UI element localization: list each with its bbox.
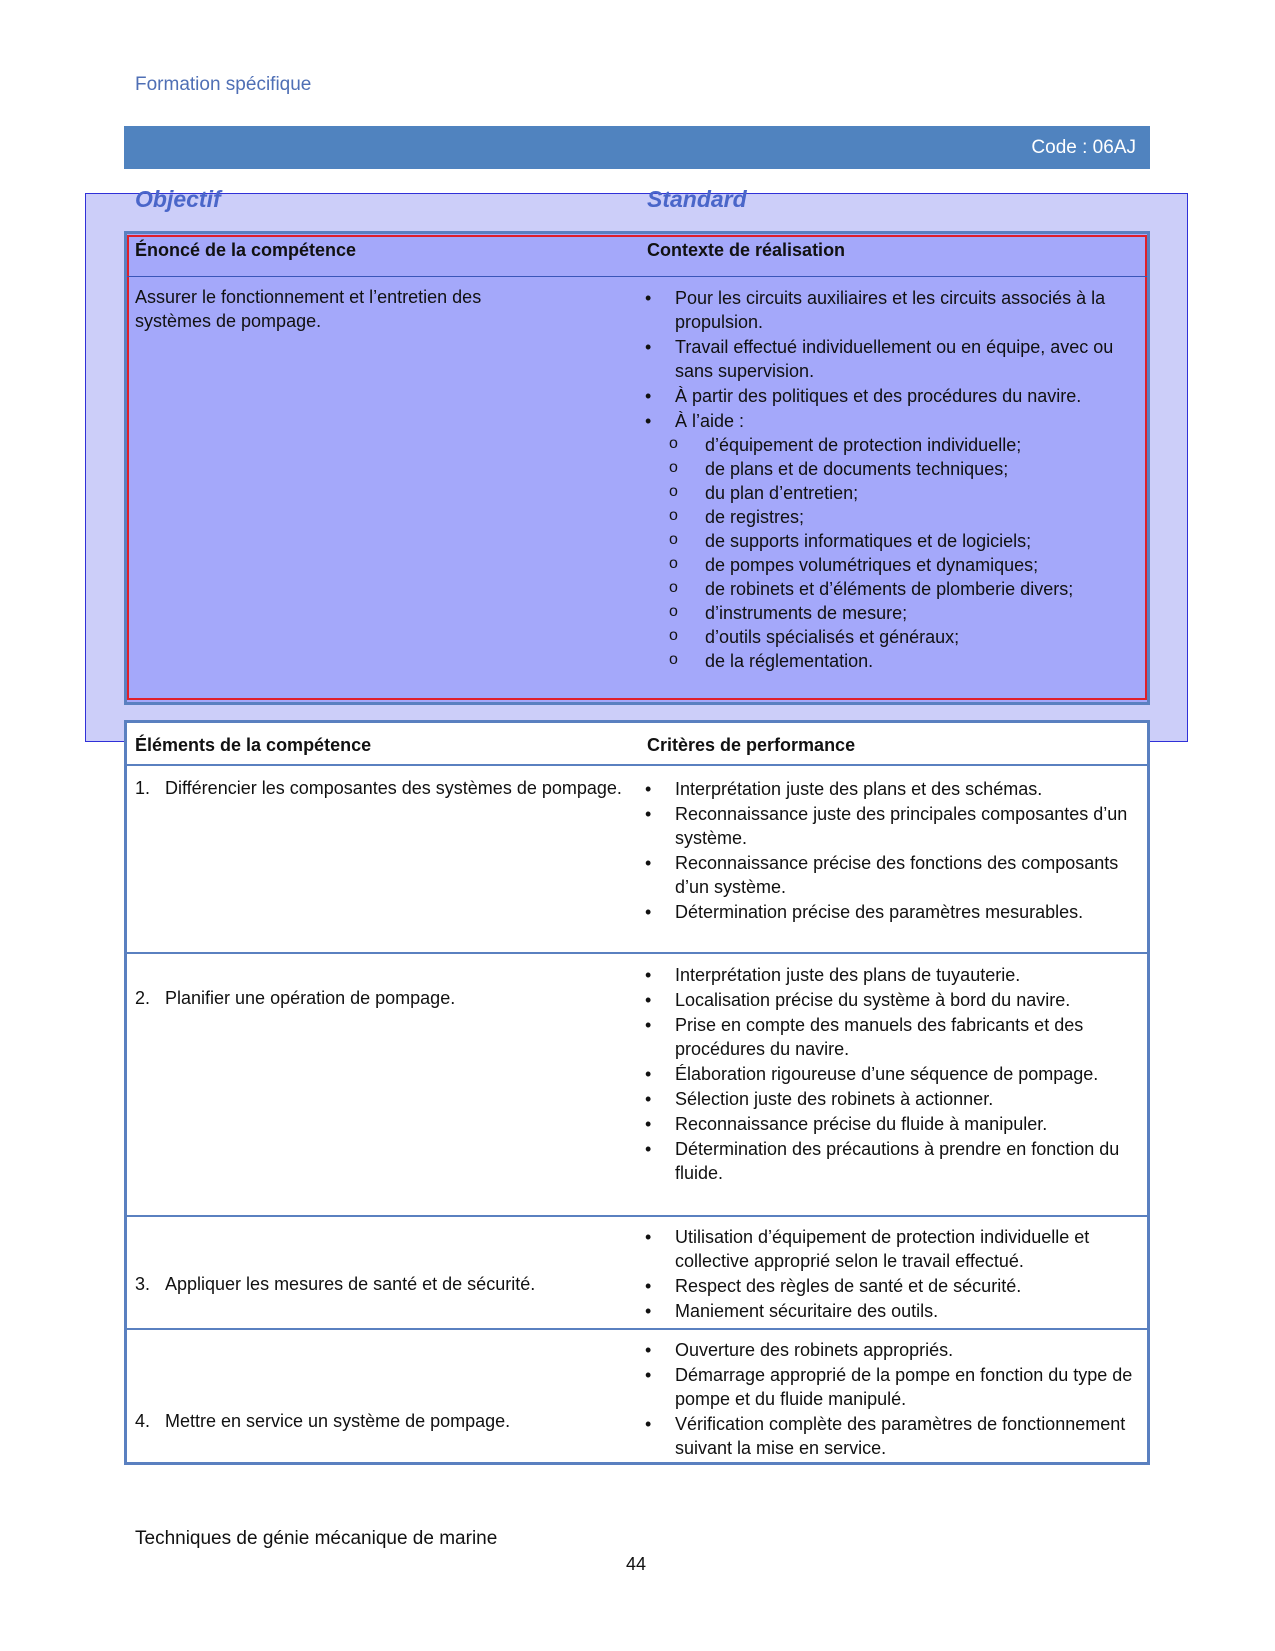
competence-header-divider [127,276,1147,277]
element-number: 2. [135,988,151,1008]
criteria-list-3 [645,1225,1140,1324]
criteria-item: • Vérification complète des paramètres de fonctionnement suivant la mise en service. [645,1412,1140,1460]
criteria-item: • Détermination des précautions à prendre en fonction du fluide. [645,1137,1140,1185]
footer-program: Techniques de génie mécanique de marine [135,1528,498,1549]
criteria-item: • Reconnaissance précise des fonctions des composants d’un système. [645,851,1140,899]
element-row-3 [135,1272,635,1296]
criteria-item: • Démarrage approprié de la pompe en fonction du type de pompe et du fluide manipulé. [645,1363,1140,1411]
element-number: 3. [135,1274,151,1294]
section-title-objectif: Objectif [135,186,221,212]
element-text: Mettre en service un système de pompage. [165,1411,511,1431]
criteria-item: • Reconnaissance juste des principales composantes d’un système. [645,802,1140,850]
criteria-item: • Détermination précise des paramètres mesurables. [645,900,1140,924]
aide-item: o d’outils spécialisés et généraux; [645,625,1140,649]
aide-item: o de supports informatiques et de logiciels; [645,529,1140,553]
element-number: 1. [135,778,151,798]
context-list [645,286,1140,674]
aide-item: o d’équipement de protection individuelle; [645,433,1140,457]
element-text: Appliquer les mesures de santé et de sécurité. [165,1274,536,1294]
aide-item: o d’instruments de mesure; [645,601,1140,625]
context-item: • À partir des politiques et des procédures du navire. [645,384,1140,408]
context-item: • Travail effectué individuellement ou en équipe, avec ou sans supervision. [645,335,1140,383]
criteria-item: • Localisation précise du système à bord du navire. [645,988,1140,1012]
criteria-header: Critères de performance [647,735,856,755]
criteria-item: • Reconnaissance précise du fluide à manipuler. [645,1112,1140,1136]
aide-item: o du plan d’entretien; [645,481,1140,505]
element-row-2 [135,986,635,1010]
criteria-item: • Utilisation d’équipement de protection individuelle et collective approprié selon le travail effectué. [645,1225,1140,1273]
context-item: • À l’aide : o d’équipement de protection individuelle; o de plans et de documents techniques; o du plan d’entretien; o de registres; o de supports informatiques et de logiciels; o de pompes volumétriques et dynamiques; o de robinets et d’éléments de plomberie divers; o d’instruments de mesure; o d’outils spécialisés et généraux; o de la réglementation. [645,409,1140,673]
code-bar [124,126,1150,169]
row-divider [127,1328,1147,1330]
row-divider [127,952,1147,954]
element-row-4 [135,1409,635,1433]
competency-code: Code : 06AJ [1031,137,1136,158]
criteria-item: • Interprétation juste des plans et des schémas. [645,777,1140,801]
aide-item: o de registres; [645,505,1140,529]
context-header: Contexte de réalisation [647,240,846,260]
element-number: 4. [135,1411,151,1431]
aide-item: o de la réglementation. [645,649,1140,673]
element-text: Planifier une opération de pompage. [165,988,456,1008]
element-row-1 [135,776,635,800]
criteria-item: • Prise en compte des manuels des fabricants et des procédures du navire. [645,1013,1140,1061]
criteria-item: • Ouverture des robinets appropriés. [645,1338,1140,1362]
criteria-item: • Respect des règles de santé et de sécurité. [645,1274,1140,1298]
row-divider [127,1215,1147,1217]
section-title-standard: Standard [647,186,747,212]
aide-item: o de robinets et d’éléments de plomberie divers; [645,577,1140,601]
criteria-item: • Interprétation juste des plans de tuyauterie. [645,963,1140,987]
competence-statement: Assurer le fonctionnement et l’entretien des systèmes de pompage. [135,287,482,331]
context-item: • Pour les circuits auxiliaires et les circuits associés à la propulsion. [645,286,1140,334]
elements-header-divider [127,764,1147,766]
criteria-item: • Sélection juste des robinets à actionner. [645,1087,1140,1111]
header-label: Formation spécifique [135,74,312,95]
criteria-item: • Élaboration rigoureuse d’une séquence de pompage. [645,1062,1140,1086]
criteria-item: • Maniement sécuritaire des outils. [645,1299,1140,1323]
criteria-list-2 [645,963,1140,1186]
aide-item: o de pompes volumétriques et dynamiques; [645,553,1140,577]
page-number: 44 [626,1554,647,1574]
elements-header: Éléments de la compétence [135,735,372,755]
criteria-list-1 [645,777,1140,925]
element-text: Différencier les composantes des systèmes de pompage. [165,778,622,798]
competence-statement-header: Énoncé de la compétence [135,240,357,260]
aide-list [645,433,1140,673]
criteria-list-4 [645,1338,1140,1461]
aide-item: o de plans et de documents techniques; [645,457,1140,481]
